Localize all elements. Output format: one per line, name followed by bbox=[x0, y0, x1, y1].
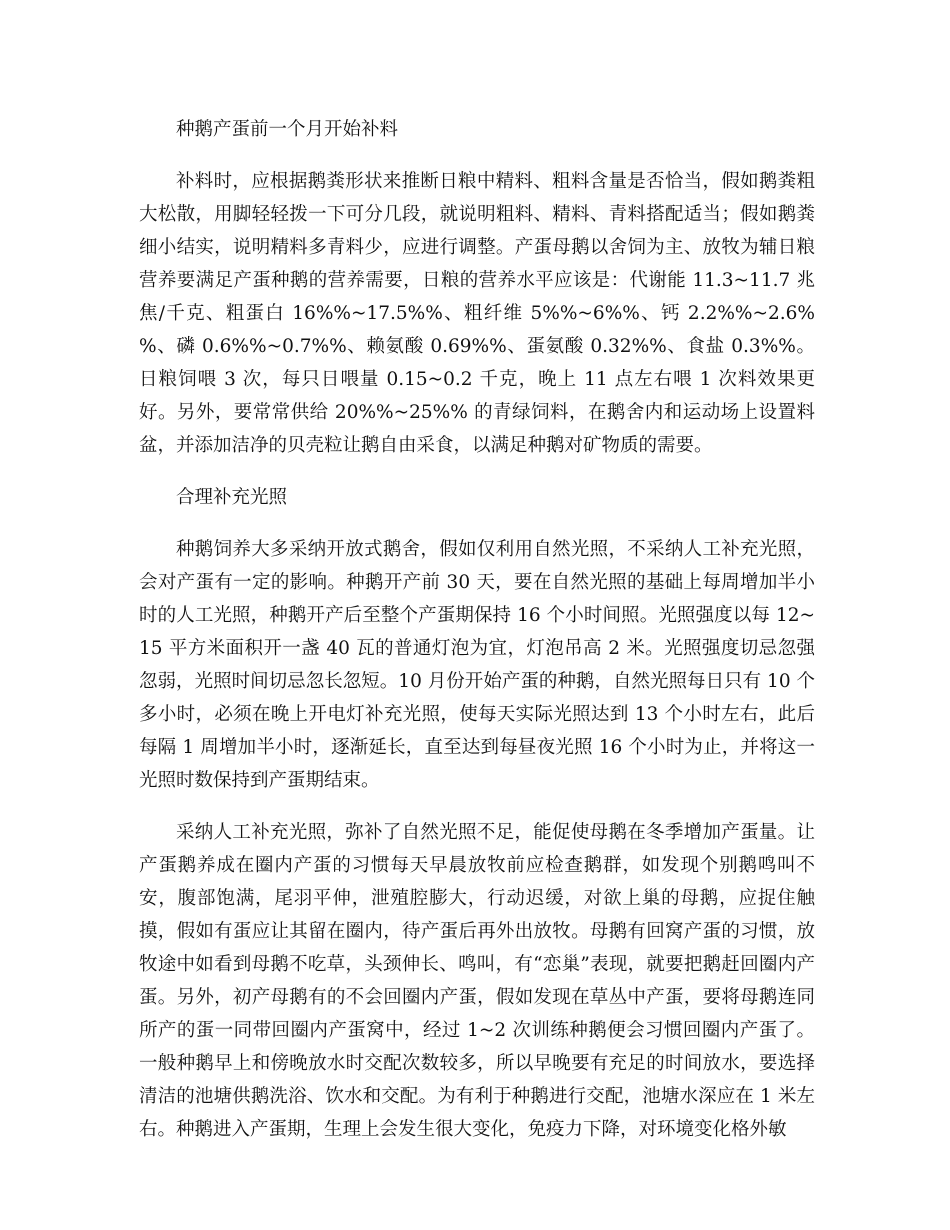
document-page bbox=[139, 113, 815, 1165]
section-heading-lighting: 合理补充光照 bbox=[176, 487, 288, 508]
paragraph-artificial-light: 采纳人工补充光照，弥补了自然光照不足，能促使母鹅在冬季增加产蛋量。让产蛋鹅养成在圈内产蛋的习惯每天早晨放牧前应检查鹅群，如发现个别鹅鸣叫不安，腹部饱满，尾羽平伸，泄殖腔膨大，行动迟缓，对欲上巢的母鹅，应捉住触摸，假如有蛋应让其留在圈内，待产蛋后再外出放牧。母鹅有回窝产蛋的习惯，放牧途中如看到母鹅不吃草，头颈伸长、鸣叫，有“恋巢”表现，就要把鹅赶回圈内产蛋。另外，初产母鹅有的不会回圈内产蛋，假如发现在草丛中产蛋，要将母鹅连同所产的蛋一同带回圈内产蛋窝中，经过 1~2 次训练种鹅便会习惯回圈内产蛋了。一般种鹅早上和傍晚放水时交配次数较多，所以早晚要有充足的时间放水，要选择清洁的池塘供鹅洗浴、饮水和交配。为有利于种鹅进行交配，池塘水深应在 1 米左右。种鹅进入产蛋期，生理上会发生很大变化，免疫力下降，对环境变化格外敏 bbox=[139, 822, 815, 1140]
section-heading-feed: 种鹅产蛋前一个月开始补料 bbox=[176, 119, 399, 140]
paragraph-lighting: 种鹅饲养大多采纳开放式鹅舍，假如仅利用自然光照，不采纳人工补充光照，会对产蛋有一定的影响。种鹅开产前 30 天，要在自然光照的基础上每周增加半小时的人工光照，种鹅开产后至整个产蛋期保持 16 个小时间照。光照强度以每 12~15 平方米面积开一盏 40 瓦的普通灯泡为宜，灯泡吊高 2 米。光照强度切忌忽强忽弱，光照时间切忌忽长忽短。10 月份开始产蛋的种鹅，自然光照每日只有 10 个多小时，必须在晚上开电灯补充光照，使每天实际光照达到 13 个小时左右，此后每隔 1 周增加半小时，逐渐延长，直至达到每昼夜光照 16 个小时为止，并将这一光照时数保持到产蛋期结束。 bbox=[139, 539, 815, 791]
paragraph-feed: 补料时，应根据鹅粪形状来推断日粮中精料、粗料含量是否恰当，假如鹅粪粗大松散，用脚轻轻拨一下可分几段，就说明粗料、精料、青料搭配适当；假如鹅粪细小结实，说明精料多青料少，应进行调整。产蛋母鹅以舍饲为主、放牧为辅日粮营养要满足产蛋种鹅的营养需要，日粮的营养水平应该是：代谢能 11.3~11.7 兆焦/千克、粗蛋白 16%%~17.5%%、粗纤维 5%%~6%%、钙 2.2%%~2.6%%、磷 0.6%%~0.7%%、赖氨酸 0.69%%、蛋氨酸 0.32%%、食盐 0.3%%。日粮饲喂 3 次，每只日喂量 0.15~0.2 千克，晚上 11 点左右喂 1 次料效果更好。另外，要常常供给 20%%~25%% 的青绿饲料，在鹅舍内和运动场上设置料盆，并添加洁净的贝壳粒让鹅自由采食，以满足种鹅对矿物质的需要。 bbox=[139, 171, 815, 456]
